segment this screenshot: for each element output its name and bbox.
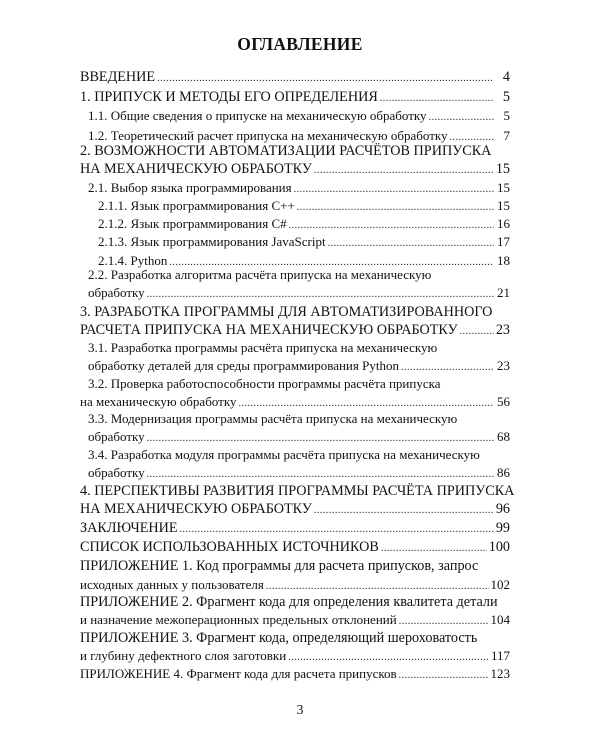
toc-entry-section-2-1-1[interactable] <box>98 197 510 217</box>
toc-entry-section-1-1[interactable] <box>88 107 510 127</box>
leader-dots <box>380 90 494 108</box>
toc-entry-text: ЗАКЛЮЧЕНИЕ <box>80 520 178 536</box>
toc-entry-text: 2.1.3. Язык программирования JavaScript <box>98 234 326 249</box>
toc-page-number: 5 <box>503 108 510 123</box>
toc-entry-section-3-3[interactable] <box>88 428 510 448</box>
toc-entry-text: 2.1.1. Язык программирования C++ <box>98 198 295 213</box>
page-title: ОГЛАВЛЕНИЕ <box>237 34 363 54</box>
toc-page-number: 18 <box>497 253 510 268</box>
leader-dots <box>147 286 494 304</box>
leader-dots <box>328 235 494 253</box>
toc-entry-text: 2.1.2. Язык программирования C# <box>98 216 287 231</box>
leader-dots <box>381 540 487 558</box>
toc-entry-conclusion[interactable] <box>80 519 510 539</box>
toc-entry-text: ВВЕДЕНИЕ <box>80 69 156 85</box>
toc-entry-section-3-1[interactable] <box>88 357 510 377</box>
toc-entry-appendix-2-line1[interactable]: ПРИЛОЖЕНИЕ 2. Фрагмент кода для определения квалитета детали <box>80 594 498 610</box>
toc-entry-text: 1. ПРИПУСК И МЕТОДЫ ЕГО ОПРЕДЕЛЕНИЯ <box>80 89 378 105</box>
toc-entry-chapter-1[interactable] <box>80 88 510 108</box>
toc-page-number: 5 <box>502 89 510 105</box>
toc-entry-chapter-4[interactable] <box>80 500 510 520</box>
toc-page-number: 15 <box>495 161 510 177</box>
leader-dots <box>314 502 494 520</box>
toc-entry-chapter-3-line1[interactable]: 3. РАЗРАБОТКА ПРОГРАММЫ ДЛЯ АВТОМАТИЗИРОВАННОГО <box>80 304 493 320</box>
toc-entry-text: 1.2. Теоретический расчет припуска на механическую обработку <box>88 128 448 143</box>
page-number: 3 <box>296 703 304 718</box>
toc-entry-appendix-3[interactable] <box>80 647 510 667</box>
toc-entry-text: на механическую обработку <box>80 394 237 409</box>
leader-dots <box>314 162 494 180</box>
toc-entry-text: и глубину дефектного слоя заготовки <box>80 648 287 663</box>
toc-page-number: 123 <box>490 666 510 681</box>
toc-entry-section-2-1-3[interactable] <box>98 233 510 253</box>
toc-entry-text: НА МЕХАНИЧЕСКУЮ ОБРАБОТКУ <box>80 501 312 517</box>
toc-entry-text: обработку <box>88 429 145 444</box>
toc-entry-chapter-2[interactable] <box>80 160 510 180</box>
toc-entry-text: 1.1. Общие сведения о припуске на механическую обработку <box>88 108 427 123</box>
toc-entry-chapter-3[interactable] <box>80 321 510 341</box>
toc-entry-section-3-3-line1[interactable]: 3.3. Модернизация программы расчёта припуска на механическую <box>88 411 458 426</box>
toc-entry-references[interactable] <box>80 538 510 558</box>
toc-page-number: 99 <box>495 520 510 536</box>
toc-entry-text: и назначение межоперационных предельных отклонений <box>80 612 397 627</box>
toc-entry-section-2-1-2[interactable] <box>98 215 510 235</box>
toc-entry-appendix-3-line1[interactable]: ПРИЛОЖЕНИЕ 3. Фрагмент кода, определяющий шероховатость <box>80 630 478 646</box>
toc-entry-section-2-2-line1[interactable]: 2.2. Разработка алгоритма расчёта припуска на механическую <box>88 267 432 282</box>
toc-entry-intro[interactable] <box>80 68 510 88</box>
leader-dots <box>157 70 494 88</box>
toc-entry-text: РАСЧЕТА ПРИПУСКА НА МЕХАНИЧЕСКУЮ ОБРАБОТКУ <box>80 322 458 338</box>
toc-page-number: 86 <box>497 465 510 480</box>
toc-page-number: 7 <box>503 128 510 143</box>
toc-entry-appendix-4[interactable] <box>80 665 510 685</box>
leader-dots <box>180 521 494 539</box>
toc-page-number: 23 <box>495 322 510 338</box>
leader-dots <box>399 667 489 685</box>
toc-entry-text: исходных данных у пользователя <box>80 577 264 592</box>
toc-entry-text: обработку <box>88 465 145 480</box>
toc-entry-section-3-4-line1[interactable]: 3.4. Разработка модуля программы расчёта припуска на механическую <box>88 447 480 462</box>
toc-page-number: 15 <box>497 198 510 213</box>
toc-entry-text: СПИСОК ИСПОЛЬЗОВАННЫХ ИСТОЧНИКОВ <box>80 539 379 555</box>
toc-entry-text: НА МЕХАНИЧЕСКУЮ ОБРАБОТКУ <box>80 161 312 177</box>
toc-page-number: 68 <box>497 429 510 444</box>
toc-entry-section-2-1[interactable] <box>88 179 510 199</box>
toc-page-number: 56 <box>497 394 510 409</box>
leader-dots <box>429 109 494 127</box>
toc-entry-chapter-4-line1[interactable]: 4. ПЕРСПЕКТИВЫ РАЗВИТИЯ ПРОГРАММЫ РАСЧЁТА ПРИПУСКА <box>80 483 515 499</box>
toc-page-number: 117 <box>490 648 510 663</box>
toc-entry-text: обработку <box>88 285 145 300</box>
toc-page-number: 15 <box>497 180 510 195</box>
toc-entry-chapter-2-line1[interactable]: 2. ВОЗМОЖНОСТИ АВТОМАТИЗАЦИИ РАСЧЁТОВ ПРИПУСКА <box>80 143 492 159</box>
toc-page-number: 100 <box>488 539 510 555</box>
toc-entry-text: обработку деталей для среды программирования Python <box>88 358 399 373</box>
toc-entry-section-3-2-line1[interactable]: 3.2. Проверка работоспособности программы расчёта припуска <box>88 376 441 391</box>
toc-page-number: 104 <box>490 612 510 627</box>
toc-page-number: 102 <box>490 577 510 592</box>
toc-entry-section-2-2[interactable] <box>88 284 510 304</box>
toc-page-number: 4 <box>502 69 510 85</box>
leader-dots <box>460 323 494 341</box>
toc-entry-text: 2.1.4. Python <box>98 253 168 268</box>
toc-entry-text: 2.1. Выбор языка программирования <box>88 180 292 195</box>
toc-entry-appendix-2[interactable] <box>80 611 510 631</box>
toc-page-number: 23 <box>497 358 510 373</box>
toc-page-number: 21 <box>497 285 510 300</box>
toc-entry-section-3-4[interactable] <box>88 464 510 484</box>
toc-entry-appendix-1-line1[interactable]: ПРИЛОЖЕНИЕ 1. Код программы для расчета припусков, запрос <box>80 558 479 574</box>
toc-entry-text: ПРИЛОЖЕНИЕ 4. Фрагмент кода для расчета припусков <box>80 666 397 681</box>
toc-entry-section-3-1-line1[interactable]: 3.1. Разработка программы расчёта припуска на механическую <box>88 340 438 355</box>
toc-page-number: 17 <box>497 234 510 249</box>
toc-page-number: 16 <box>497 216 510 231</box>
toc-page-number: 96 <box>495 501 510 517</box>
